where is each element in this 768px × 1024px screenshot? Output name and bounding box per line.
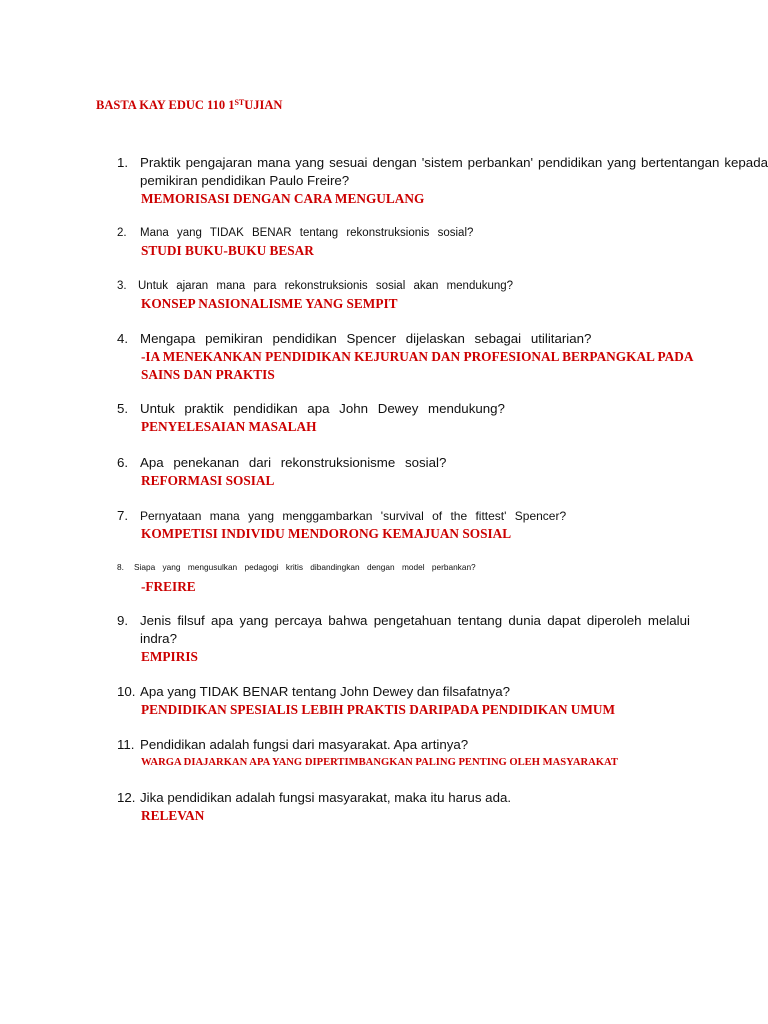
answer-text: MEMORISASI DENGAN CARA MENGULANG	[141, 191, 425, 206]
question-number: 6.	[117, 455, 129, 470]
question-text: Praktik pengajaran mana yang sesuai dengan 'sistem perbankan' pendidikan yang bertentangan kepada pemikiran pendidikan Paulo Freire?	[140, 155, 768, 188]
question-text: Pernyataan mana yang menggambarkan 'survival of the fittest' Spencer?	[140, 509, 567, 523]
question-12	[117, 789, 768, 825]
document-title	[96, 96, 282, 112]
question-5	[117, 400, 768, 436]
question-text: Jenis filsuf apa yang percaya bahwa pengetahuan tentang dunia dapat diperoleh melalui indra?	[140, 613, 690, 646]
question-2	[117, 224, 768, 260]
question-1	[117, 154, 768, 208]
question-number: 10.	[117, 684, 136, 699]
question-text: Mengapa pemikiran pendidikan Spencer dijelaskan sebagai utilitarian?	[140, 331, 592, 346]
question-text: Apa penekanan dari rekonstruksionisme sosial?	[140, 455, 447, 470]
question-number: 3.	[117, 280, 127, 292]
answer-text: WARGA DIAJARKAN APA YANG DIPERTIMBANGKAN PALING PENTING OLEH MASYARAKAT	[141, 757, 618, 768]
question-number: 5.	[117, 401, 129, 416]
answer-text: RELEVAN	[141, 808, 205, 823]
title-end: UJIAN	[244, 98, 283, 112]
question-number: 4.	[117, 331, 129, 346]
answer-text: KONSEP NASIONALISME YANG SEMPIT	[141, 296, 398, 311]
question-text: Apa yang TIDAK BENAR tentang John Dewey dan filsafatnya?	[140, 684, 511, 699]
question-number: 9.	[117, 613, 129, 628]
question-8	[117, 560, 768, 596]
question-6	[117, 454, 768, 490]
question-text: Jika pendidikan adalah fungsi masyarakat, maka itu harus ada.	[140, 790, 512, 805]
question-4	[117, 330, 768, 384]
question-3	[117, 277, 768, 313]
question-text: Siapa yang mengusulkan pedagogi kritis dibandingkan dengan model perbankan?	[134, 562, 476, 572]
title-superscript: ST	[234, 98, 245, 107]
question-text: Mana yang TIDAK BENAR tentang rekonstruksionis sosial?	[140, 227, 474, 239]
question-7	[117, 507, 768, 543]
answer-text: STUDI BUKU-BUKU BESAR	[141, 243, 314, 258]
answer-text: -FREIRE	[141, 579, 196, 594]
question-number: 7.	[117, 508, 129, 523]
question-9	[117, 612, 768, 666]
question-text: Untuk ajaran mana para rekonstruksionis sosial akan mendukung?	[138, 280, 514, 292]
question-text: Pendidikan adalah fungsi dari masyarakat. Apa artinya?	[140, 737, 469, 752]
question-text: Untuk praktik pendidikan apa John Dewey mendukung?	[140, 401, 505, 416]
answer-text: PENDIDIKAN SPESIALIS LEBIH PRAKTIS DARIPADA PENDIDIKAN UMUM	[141, 702, 616, 717]
question-number: 2.	[117, 227, 127, 239]
question-number: 8.	[117, 562, 124, 572]
answer-text: KOMPETISI INDIVIDU MENDORONG KEMAJUAN SOSIAL	[141, 526, 512, 541]
question-number: 11.	[117, 737, 135, 752]
answer-text: REFORMASI SOSIAL	[141, 473, 275, 488]
answer-text: EMPIRIS	[141, 649, 198, 664]
question-number: 12.	[117, 790, 136, 805]
question-number: 1.	[117, 155, 129, 170]
question-11	[117, 736, 768, 772]
answer-text: -IA MENEKANKAN PENDIDIKAN KEJURUAN DAN PROFESIONAL BERPANGKAL PADA SAINS DAN PRAKTIS	[141, 349, 693, 382]
question-10	[117, 683, 768, 719]
answer-text: PENYELESAIAN MASALAH	[141, 419, 317, 434]
title-main: BASTA KAY EDUC 110 1	[96, 98, 235, 112]
